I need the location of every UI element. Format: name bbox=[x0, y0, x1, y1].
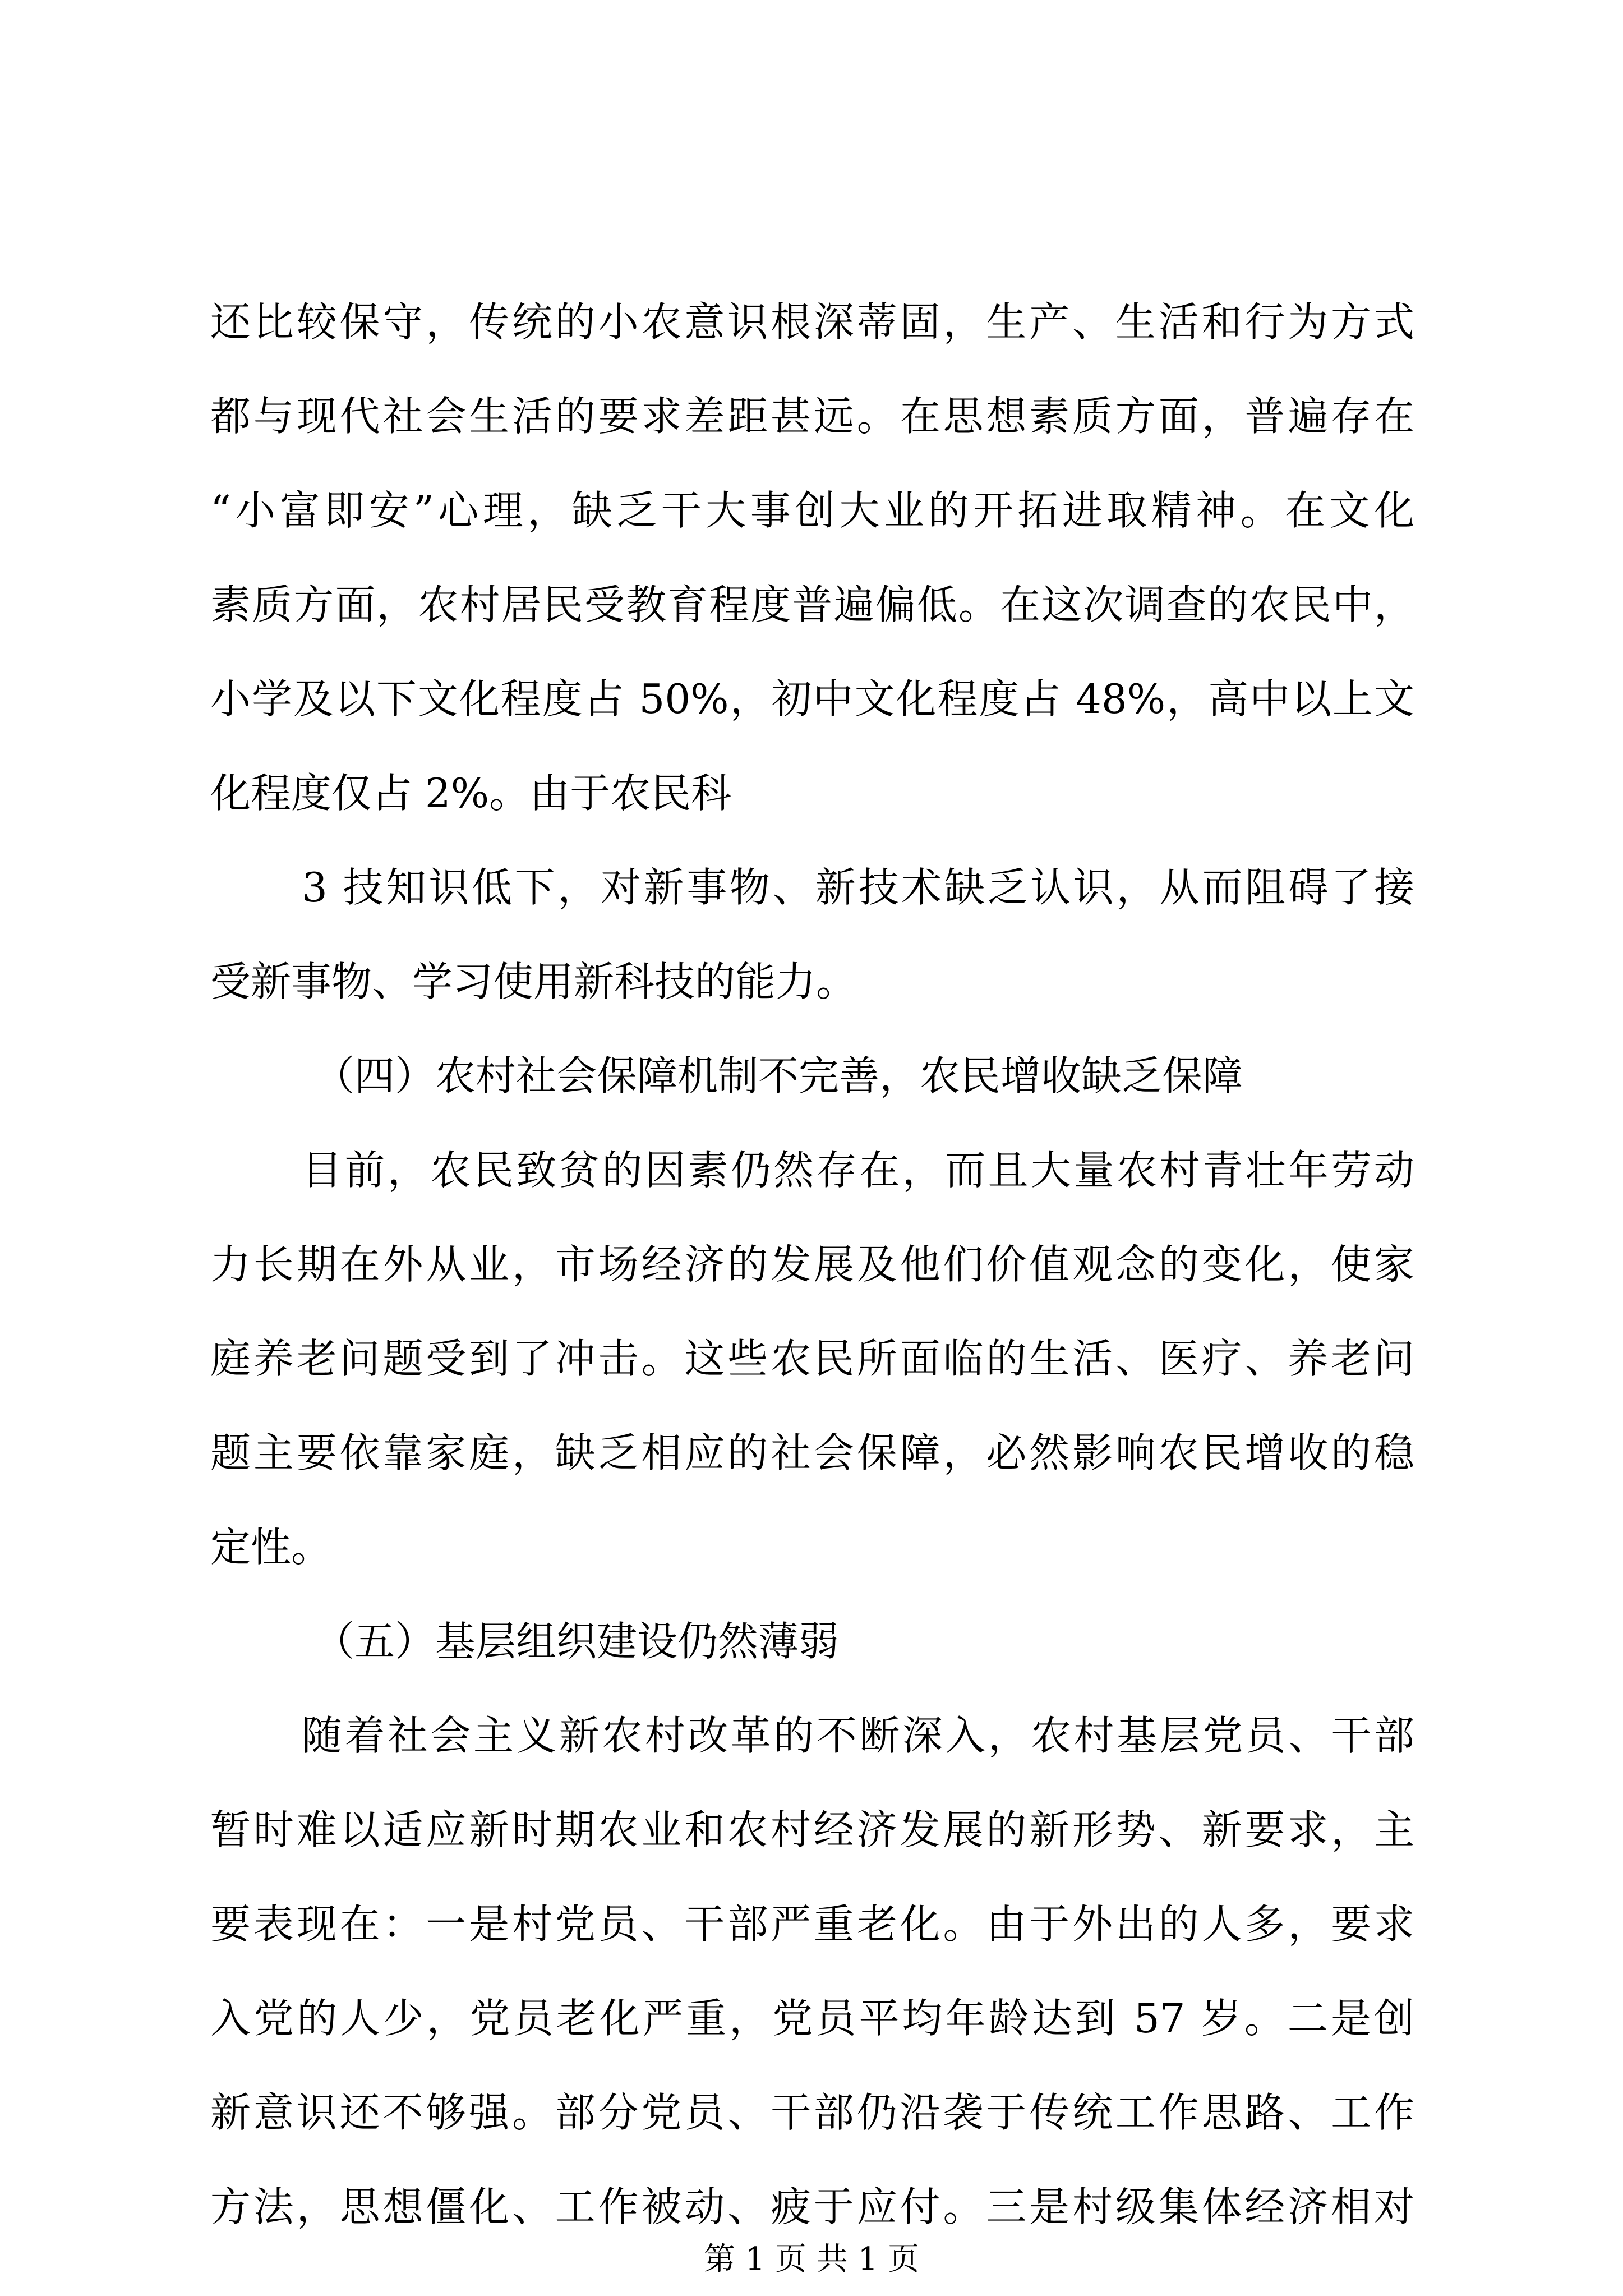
text-line: 还比较保守，传统的小农意识根深蒂固，生产、生活和行为方式 bbox=[210, 298, 1414, 346]
text-line: 方法，思想僵化、工作被动、疲于应付。三是村级集体经济相对 bbox=[210, 2183, 1414, 2230]
text-line: 要表现在：一是村党员、干部严重老化。由于外出的人多，要求 bbox=[210, 1901, 1414, 1948]
text-line: 3 技知识低下，对新事物、新技术缺乏认识，从而阻碍了接 bbox=[302, 864, 1414, 911]
section-heading: （五）基层组织建设仍然薄弱 bbox=[314, 1618, 840, 1665]
text-line: 暂时难以适应新时期农业和农村经济发展的新形势、新要求，主 bbox=[210, 1806, 1414, 1853]
text-line: 化程度仅占 2%。由于农民科 bbox=[210, 770, 732, 817]
text-line: 素质方面，农村居民受教育程度普遍偏低。在这次调查的农民中， bbox=[210, 581, 1414, 628]
text-line: 受新事物、学习使用新科技的能力。 bbox=[210, 958, 857, 1005]
section-heading: （四）农村社会保障机制不完善，农民增收缺乏保障 bbox=[314, 1052, 1243, 1099]
text-line: 都与现代社会生活的要求差距甚远。在思想素质方面，普遍存在 bbox=[210, 393, 1414, 440]
text-line: 新意识还不够强。部分党员、干部仍沿袭于传统工作思路、工作 bbox=[210, 2089, 1414, 2136]
text-line: “小富即安”心理，缺乏干大事创大业的开拓进取精神。在文化 bbox=[210, 487, 1414, 534]
text-line: 题主要依靠家庭，缺乏相应的社会保障，必然影响农民增收的稳 bbox=[210, 1429, 1414, 1476]
text-line: 力长期在外从业，市场经济的发展及他们价值观念的变化，使家 bbox=[210, 1241, 1414, 1288]
text-line: 入党的人少，党员老化严重，党员平均年龄达到 57 岁。二是创 bbox=[210, 1995, 1414, 2042]
text-line: 目前，农民致贫的因素仍然存在，而且大量农村青壮年劳动 bbox=[302, 1147, 1414, 1194]
text-line: 小学及以下文化程度占 50%，初中文化程度占 48%，高中以上文 bbox=[210, 675, 1414, 723]
text-line: 庭养老问题受到了冲击。这些农民所面临的生活、医疗、养老问 bbox=[210, 1335, 1414, 1382]
page-footer: 第 1 页 共 1 页 bbox=[703, 2241, 920, 2277]
text-line: 定性。 bbox=[210, 1524, 332, 1571]
text-line: 随着社会主义新农村改革的不断深入，农村基层党员、干部 bbox=[302, 1712, 1414, 1759]
